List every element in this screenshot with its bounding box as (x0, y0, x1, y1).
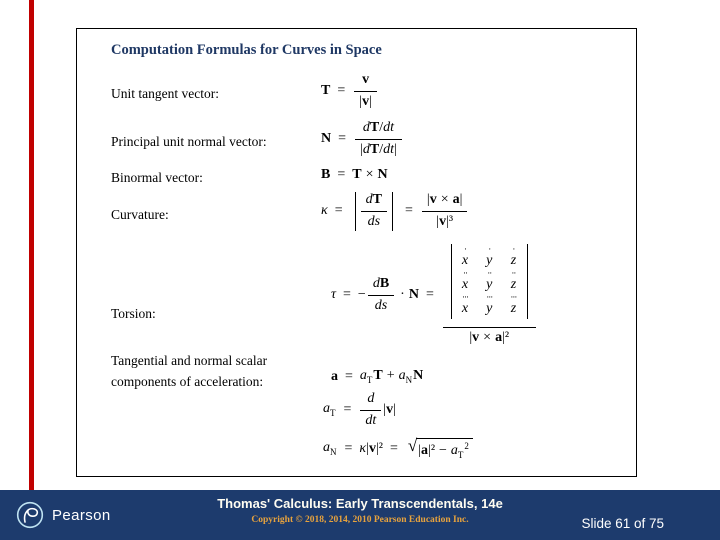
label-unit-tangent: Unit tangent vector: (111, 86, 219, 101)
red-accent-stripe (29, 0, 34, 491)
det-cell: · x (462, 253, 468, 270)
box-title: Computation Formulas for Curves in Space (111, 42, 382, 58)
formula-box (76, 28, 637, 477)
det-cell: · z (510, 253, 516, 270)
determinant (448, 244, 531, 319)
formula-principal-normal: N = $\frac{dT/dt}{|dT/dt|}$ (321, 120, 404, 159)
label-principal-normal: Principal unit normal vector: (111, 134, 267, 149)
det-cell: ··· x (462, 301, 468, 318)
formula-torsion: τ = − $\frac{dB}{ds}$ · N = · x · y · z ·· x ·· y ·· z ··· x ··· y ··· z |v × a|² (331, 244, 538, 347)
label-accel-components: Tangential and normal scalar components of acceleration: (111, 353, 268, 389)
footer (0, 490, 720, 540)
det-cell: ··· y (486, 301, 492, 318)
formula-a-normal: $a_N$ = κ|v|² = √ $|a|^2 - a_T^2$ (323, 437, 473, 461)
brand-name: Pearson (52, 506, 111, 524)
det-cell: ·· x (462, 277, 468, 294)
label-curvature: Curvature: (111, 207, 169, 222)
book-title: Thomas' Calculus: Early Transcendentals, 14e (217, 496, 503, 511)
label-torsion: Torsion: (111, 306, 156, 321)
square-root: √ $|a|^2 - a_T^2$ (408, 437, 473, 461)
det-cell: ·· y (486, 277, 492, 294)
slide-number: Slide 61 of 75 (581, 516, 664, 531)
copyright-text: Copyright © 2018, 2014, 2010 Pearson Education Inc. (251, 515, 469, 525)
label-binormal: Binormal vector: (111, 170, 203, 185)
det-cell: ·· z (510, 277, 516, 294)
formula-a-tangential: $a_T$ = $\frac{d}{dt}$ |v| (323, 391, 396, 428)
formula-acceleration: a = $a_TT + a_NN$ (331, 368, 424, 385)
det-cell: ··· z (510, 301, 516, 318)
formula-binormal: B = T × N (321, 167, 388, 182)
formula-curvature: κ = $\frac{dT}{ds}$ = $\frac{|v \times a|}{\text{|v|³}}$ (321, 192, 469, 231)
det-cell: · y (486, 253, 492, 270)
formula-unit-tangent: T = $\frac{v}{|v|}$ (321, 72, 379, 111)
